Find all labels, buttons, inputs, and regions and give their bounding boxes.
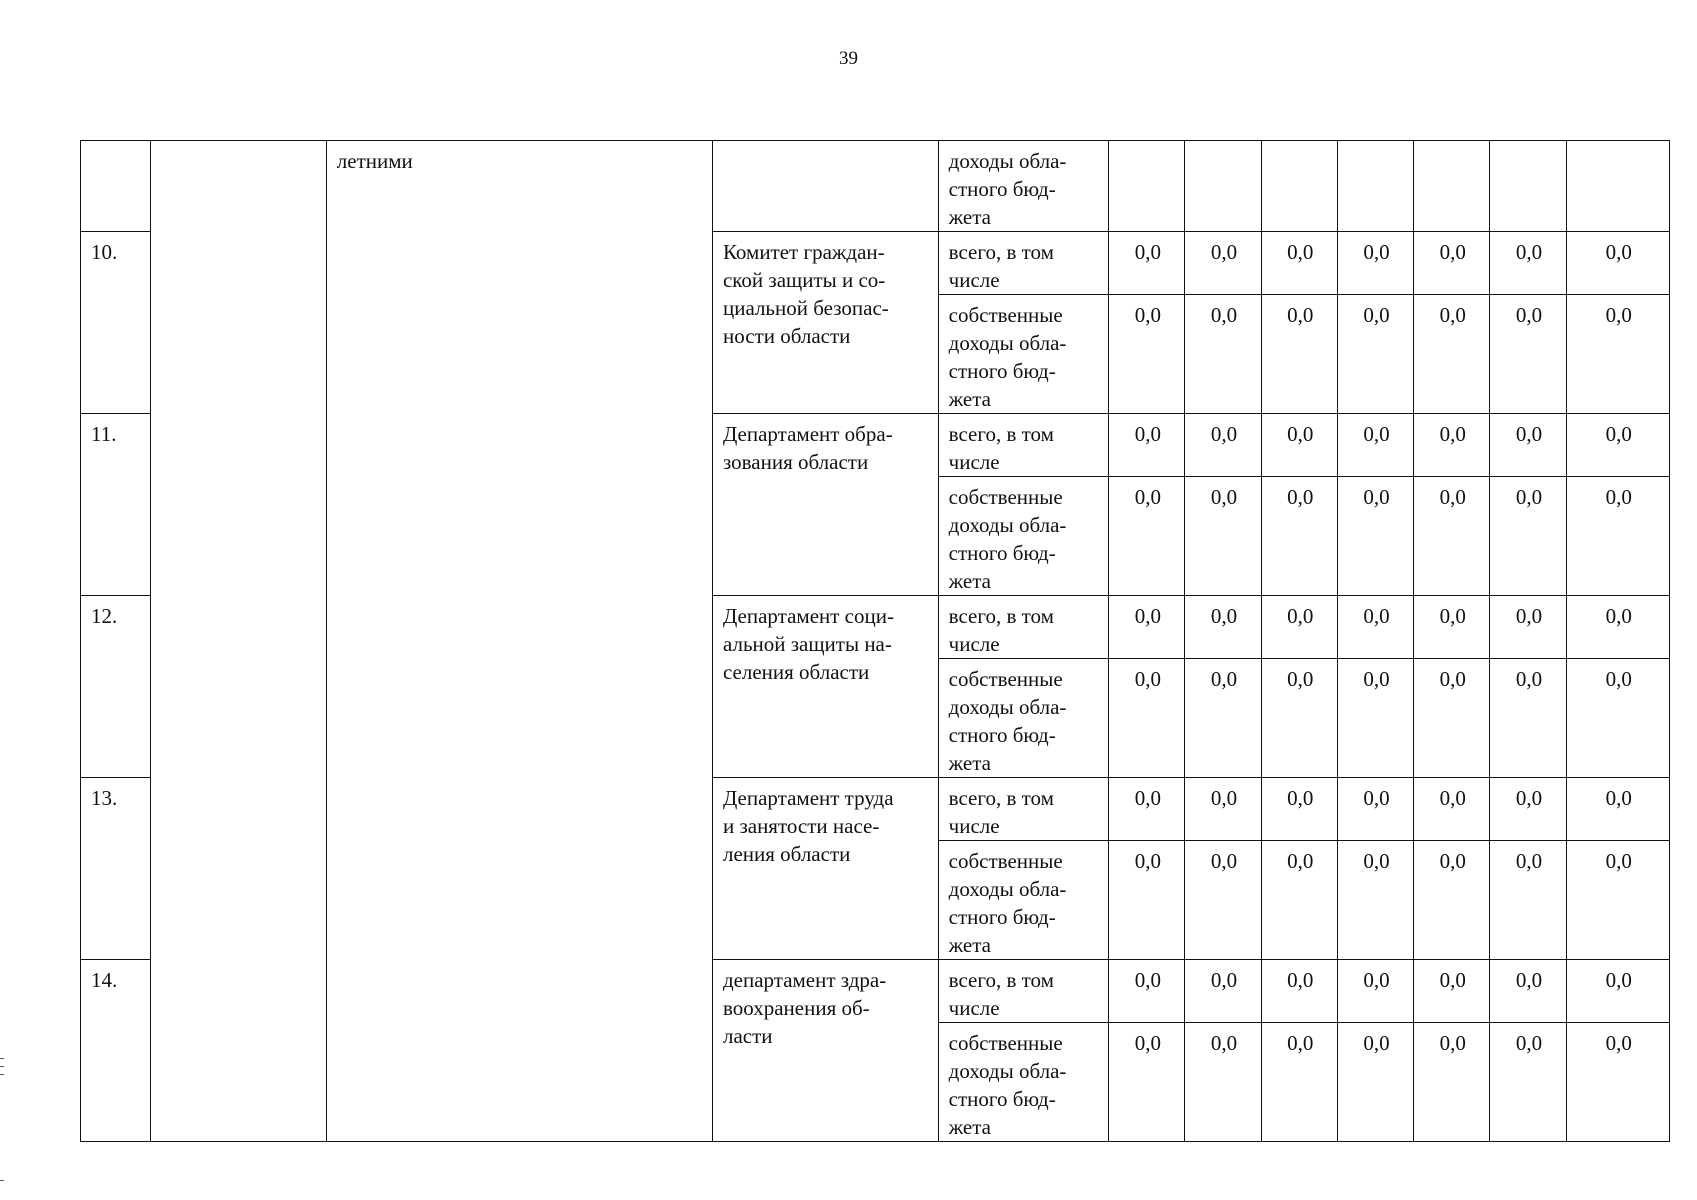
value-cell: 0,0 <box>1337 778 1413 841</box>
value-cell: 0,0 <box>1414 596 1490 659</box>
value-cell: 0,0 <box>1185 659 1261 778</box>
value-cell <box>1414 141 1490 232</box>
value-cell: 0,0 <box>1414 841 1490 960</box>
organization-cell: Комитет граждан- ской защиты и со- циальной безопас- ности области <box>712 232 938 414</box>
scan-edge-mark <box>0 1058 4 1059</box>
funding-source-total-label: всего, в том числе <box>938 778 1109 841</box>
value-cell: 0,0 <box>1337 232 1413 295</box>
value-cell: 0,0 <box>1109 596 1185 659</box>
value-cell: 0,0 <box>1337 295 1413 414</box>
funding-source-own-label: собственные доходы обла- стного бюд- жета <box>938 841 1109 960</box>
organization-cell: Департамент соци- альной защиты на- селения области <box>712 596 938 778</box>
value-cell: 0,0 <box>1185 1023 1261 1142</box>
value-cell: 0,0 <box>1566 960 1669 1023</box>
organization-cell: Департамент труда и занятости насе- ления области <box>712 778 938 960</box>
value-cell: 0,0 <box>1261 477 1337 596</box>
row-number-cell: 10. <box>81 232 151 414</box>
value-cell: 0,0 <box>1337 414 1413 477</box>
measure-description: летними <box>326 141 712 1142</box>
budget-table <box>80 140 1670 1142</box>
funding-source-total-label: всего, в том числе <box>938 232 1109 295</box>
value-cell: 0,0 <box>1490 841 1566 960</box>
value-cell: 0,0 <box>1566 232 1669 295</box>
row-number-cell: 13. <box>81 778 151 960</box>
value-cell: 0,0 <box>1490 1023 1566 1142</box>
value-cell: 0,0 <box>1566 414 1669 477</box>
value-cell: 0,0 <box>1490 414 1566 477</box>
value-cell: 0,0 <box>1566 596 1669 659</box>
value-cell <box>1566 141 1669 232</box>
funding-source-total-label: всего, в том числе <box>938 596 1109 659</box>
value-cell: 0,0 <box>1185 232 1261 295</box>
value-cell: 0,0 <box>1414 414 1490 477</box>
organization-cell: Департамент обра- зования области <box>712 414 938 596</box>
funding-source-total-label: всего, в том числе <box>938 960 1109 1023</box>
value-cell: 0,0 <box>1490 659 1566 778</box>
value-cell: 0,0 <box>1261 295 1337 414</box>
value-cell: 0,0 <box>1185 414 1261 477</box>
row-number-cell: 12. <box>81 596 151 778</box>
funding-source-own-label: собственные доходы обла- стного бюд- жета <box>938 477 1109 596</box>
value-cell: 0,0 <box>1261 1023 1337 1142</box>
value-cell: 0,0 <box>1414 295 1490 414</box>
organization-cell <box>712 141 938 232</box>
scan-edge-mark <box>0 1180 4 1181</box>
row-number-cell: 11. <box>81 414 151 596</box>
value-cell: 0,0 <box>1490 778 1566 841</box>
value-cell: 0,0 <box>1185 596 1261 659</box>
value-cell: 0,0 <box>1185 477 1261 596</box>
value-cell: 0,0 <box>1185 778 1261 841</box>
value-cell: 0,0 <box>1566 1023 1669 1142</box>
value-cell: 0,0 <box>1490 232 1566 295</box>
value-cell: 0,0 <box>1490 477 1566 596</box>
scan-edge-mark <box>0 1074 4 1075</box>
value-cell: 0,0 <box>1566 295 1669 414</box>
value-cell: 0,0 <box>1261 596 1337 659</box>
value-cell: 0,0 <box>1185 295 1261 414</box>
value-cell: 0,0 <box>1185 841 1261 960</box>
value-cell: 0,0 <box>1261 232 1337 295</box>
value-cell: 0,0 <box>1337 1023 1413 1142</box>
value-cell: 0,0 <box>1414 659 1490 778</box>
value-cell: 0,0 <box>1109 659 1185 778</box>
program-cell <box>151 141 327 1142</box>
value-cell: 0,0 <box>1261 414 1337 477</box>
value-cell: 0,0 <box>1414 1023 1490 1142</box>
value-cell: 0,0 <box>1261 659 1337 778</box>
funding-source-own-label: собственные доходы обла- стного бюд- жета <box>938 659 1109 778</box>
value-cell: 0,0 <box>1414 477 1490 596</box>
page-number: 39 <box>839 48 858 69</box>
value-cell <box>1490 141 1566 232</box>
table-body <box>81 141 1670 1142</box>
value-cell: 0,0 <box>1109 1023 1185 1142</box>
value-cell: 0,0 <box>1109 778 1185 841</box>
funding-source-own-label: собственные доходы обла- стного бюд- жета <box>938 1023 1109 1142</box>
value-cell: 0,0 <box>1337 960 1413 1023</box>
organization-cell: департамент здра- воохранения об- ласти <box>712 960 938 1142</box>
value-cell <box>1261 141 1337 232</box>
value-cell: 0,0 <box>1566 841 1669 960</box>
value-cell: 0,0 <box>1109 960 1185 1023</box>
funding-source-cell: доходы обла- стного бюд- жета <box>938 141 1109 232</box>
value-cell: 0,0 <box>1261 778 1337 841</box>
value-cell: 0,0 <box>1490 596 1566 659</box>
value-cell: 0,0 <box>1337 841 1413 960</box>
value-cell: 0,0 <box>1337 477 1413 596</box>
value-cell: 0,0 <box>1261 841 1337 960</box>
value-cell: 0,0 <box>1109 841 1185 960</box>
funding-source-own-label: собственные доходы обла- стного бюд- жета <box>938 295 1109 414</box>
value-cell: 0,0 <box>1566 778 1669 841</box>
value-cell: 0,0 <box>1109 414 1185 477</box>
row-number-cell <box>81 141 151 232</box>
value-cell: 0,0 <box>1109 295 1185 414</box>
value-cell: 0,0 <box>1490 295 1566 414</box>
value-cell: 0,0 <box>1414 960 1490 1023</box>
scan-edge-mark <box>0 1066 4 1067</box>
value-cell: 0,0 <box>1261 960 1337 1023</box>
value-cell <box>1185 141 1261 232</box>
value-cell: 0,0 <box>1414 232 1490 295</box>
value-cell: 0,0 <box>1185 960 1261 1023</box>
funding-source-total-label: всего, в том числе <box>938 414 1109 477</box>
value-cell <box>1337 141 1413 232</box>
value-cell: 0,0 <box>1109 232 1185 295</box>
value-cell: 0,0 <box>1490 960 1566 1023</box>
value-cell: 0,0 <box>1414 778 1490 841</box>
value-cell <box>1109 141 1185 232</box>
value-cell: 0,0 <box>1566 659 1669 778</box>
value-cell: 0,0 <box>1337 659 1413 778</box>
value-cell: 0,0 <box>1566 477 1669 596</box>
row-number-cell: 14. <box>81 960 151 1142</box>
value-cell: 0,0 <box>1337 596 1413 659</box>
value-cell: 0,0 <box>1109 477 1185 596</box>
table-row-continuation <box>81 141 1670 232</box>
